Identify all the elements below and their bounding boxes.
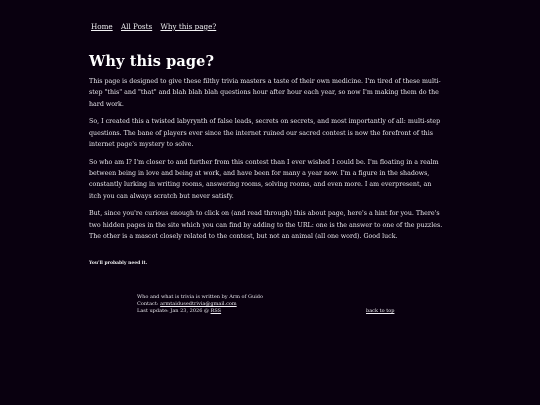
footer-last-update-label: Last update: Jan 23, 2026 @ [137,308,211,315]
paragraph-intro: This page is designed to give these filthy trivia masters a taste of their own medicine. I'm tired of these multi-step "this" and "that" and blah blah blah questions hour after hour each year, so now I'm making them do the hard work. [89,78,441,108]
footer-byline: Who and what is trivia is written by Arm of Guido [137,294,264,300]
nav-link-home[interactable]: Home [91,22,113,31]
nav-link-all-posts[interactable]: All Posts [120,22,153,31]
footer-contact-label: Contact: [137,301,161,308]
paragraph-labyrinth: So, I created this a twisted labyrynth of false leads, secrets on secrets, and most importantly of all: multi-step questions. The bane of players ever since the internet ruined our sacred contest is now the forefront of this internet page's mystery to solve. [89,118,441,148]
top-navigation [91,22,222,32]
footer-contact-email-link[interactable]: armtaidusedtrivia@gmail.com [160,301,237,308]
page-title: Why this page? [89,53,215,70]
paragraph-who-am-i: So who am I? I'm closer to and further from this contest than I ever wished I could be. I'm floating in a realm between being in love and being at work, and have been for many a year now. I'm a figure in the shadows, constantly lurking in writing rooms, answering rooms, solving rooms, and even more. I am everpresent, an itch you can always scratch but never satisfy. [89,158,439,200]
paragraph-hint: But, since you're curious enough to click on (and read through) this about page, here's a hint for you. There's two hidden pages in the site which you can find by adding to the URL: one is the answer to one of the puzzles. The other is a mascot closely related to the contest, but not an animal (all one word). Good luck. [89,210,443,241]
back-to-top-link[interactable]: back to top [366,308,395,314]
footer [137,294,397,315]
footer-last-update [137,308,397,315]
rss-link[interactable]: RSS [210,308,222,315]
small-note: You'll probably need it. [89,261,148,266]
main-content [89,76,444,249]
nav-link-why-this-page[interactable]: Why this page? [160,22,217,31]
